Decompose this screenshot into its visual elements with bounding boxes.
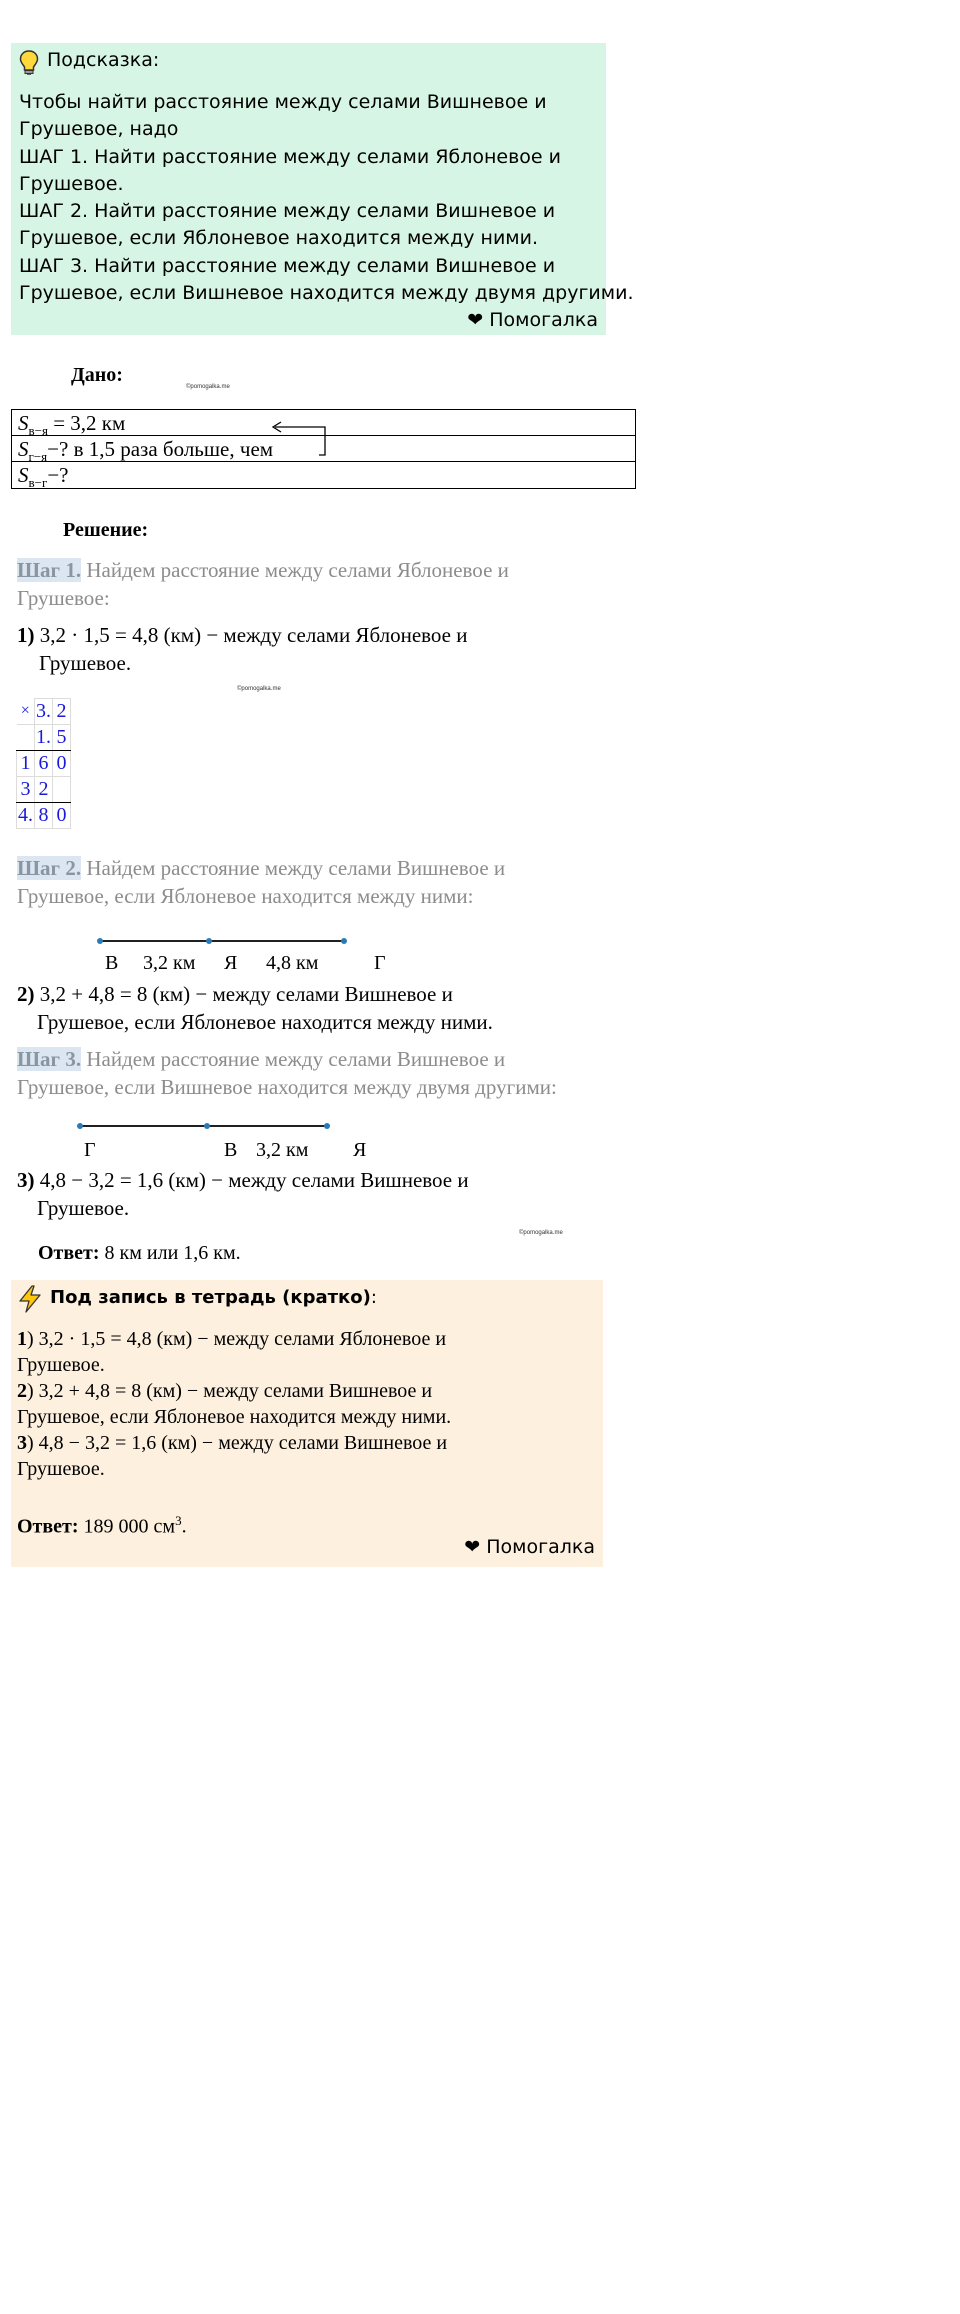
watermark: ©pomogalka.me bbox=[186, 384, 230, 390]
calc1-text: 3,2 · 1,5 = 4,8 (км) − между селами Яблоневое и bbox=[34, 623, 468, 647]
label-ya: Я bbox=[224, 952, 238, 974]
var-s: S bbox=[18, 411, 29, 435]
calc1-num: 1) bbox=[17, 623, 35, 647]
calc-1 bbox=[17, 621, 467, 677]
note-line-2 bbox=[17, 1378, 432, 1404]
step1-text: Найдем расстояние между селами Яблоневое и bbox=[81, 558, 509, 582]
label-g: Г bbox=[374, 952, 386, 974]
label-v: В bbox=[105, 952, 119, 974]
hint-intro-2: Грушевое, надо bbox=[19, 118, 179, 140]
grid-row bbox=[17, 725, 71, 751]
note-num: 3 bbox=[17, 1432, 27, 1454]
calc3-num: 3) bbox=[17, 1168, 35, 1192]
point-ya bbox=[206, 938, 212, 944]
grid-cell: × bbox=[17, 699, 35, 725]
note-answer-label: Ответ: bbox=[17, 1515, 79, 1538]
note-title-colon: : bbox=[370, 1287, 377, 1308]
distance-line-1 bbox=[90, 934, 360, 948]
note-answer-end: . bbox=[181, 1515, 187, 1538]
watermark: ©pomogalka.me bbox=[237, 686, 281, 692]
answer bbox=[38, 1242, 241, 1265]
label-ya: Я bbox=[353, 1139, 367, 1161]
var-s: S bbox=[18, 463, 29, 487]
grid-cell bbox=[53, 777, 71, 803]
grid-cell: 0 bbox=[53, 751, 71, 777]
var-sub: в−г bbox=[28, 475, 48, 491]
solution-step1 bbox=[17, 556, 509, 612]
hint-step2-cont: Грушевое, если Яблоневое находится между ними. bbox=[19, 227, 539, 249]
grid-row bbox=[17, 777, 71, 803]
point-ya bbox=[324, 1123, 330, 1129]
hint-step3-label: ШАГ 3. bbox=[19, 255, 89, 277]
note-title-text: Под запись в тетрадь (кратко) bbox=[50, 1287, 371, 1308]
hint-step2-label: ШАГ 2. bbox=[19, 200, 89, 222]
lightning-icon bbox=[17, 1285, 43, 1313]
lightbulb-icon bbox=[19, 50, 39, 76]
calc-2 bbox=[17, 980, 493, 1036]
solution-step3 bbox=[17, 1045, 557, 1101]
watermark: ©pomogalka.me bbox=[519, 1230, 563, 1236]
grid-row bbox=[17, 803, 71, 829]
step2-label: Шаг 2. bbox=[17, 856, 82, 880]
hint-title: Подсказка: bbox=[47, 49, 160, 71]
grid-cell: 4. bbox=[17, 803, 35, 829]
step1-label: Шаг 1. bbox=[17, 558, 82, 582]
solution-heading: Решение: bbox=[63, 519, 149, 541]
grid-cell: 3. bbox=[35, 699, 53, 725]
label-g: Г bbox=[84, 1139, 96, 1161]
note-text: ) 3,2 + 4,8 = 8 (км) − между селами Вишневое и bbox=[27, 1380, 433, 1402]
grid-cell: 2 bbox=[35, 777, 53, 803]
step1-text-cont: Грушевое: bbox=[17, 586, 110, 610]
hint-step3 bbox=[19, 253, 555, 280]
given-row-distance-vg bbox=[12, 462, 635, 491]
calc2-num: 2) bbox=[17, 982, 35, 1006]
hint-step3-cont: Грушевое, если Вишневое находится между двумя другими. bbox=[19, 282, 634, 304]
note-text: ) 3,2 · 1,5 = 4,8 (км) − между селами Яблоневое и bbox=[27, 1328, 447, 1350]
given-value: −? bbox=[47, 463, 69, 487]
grid-cell: 0 bbox=[53, 803, 71, 829]
note-answer-sup: 3 bbox=[175, 1513, 182, 1528]
multiplication-grid bbox=[16, 698, 71, 829]
grid-cell: 6 bbox=[35, 751, 53, 777]
var-sub: в−я bbox=[28, 423, 48, 439]
answer-text: 8 км или 1,6 км. bbox=[99, 1242, 241, 1264]
solution-step2 bbox=[17, 854, 505, 910]
var-s: S bbox=[18, 437, 29, 461]
grid-cell: 8 bbox=[35, 803, 53, 829]
grid-cell: 2 bbox=[53, 699, 71, 725]
point-g bbox=[341, 938, 347, 944]
note-line-2-cont: Грушевое, если Яблоневое находится между ними. bbox=[17, 1406, 452, 1428]
grid-cell: 1 bbox=[17, 751, 35, 777]
hint-step2-text: Найти расстояние между селами Вишневое и bbox=[88, 200, 556, 222]
given-table bbox=[11, 409, 636, 489]
grid-cell bbox=[17, 725, 35, 751]
note-title bbox=[50, 1285, 377, 1311]
step3-text-cont: Грушевое, если Вишневое находится между двумя другими: bbox=[17, 1075, 557, 1099]
label-v: В bbox=[224, 1139, 238, 1161]
note-num: 1 bbox=[17, 1328, 27, 1350]
calc3-text: 4,8 − 3,2 = 1,6 (км) − между селами Вишневое и bbox=[34, 1168, 469, 1192]
grid-cell: 5 bbox=[53, 725, 71, 751]
label-distance-1: 3,2 км bbox=[143, 952, 196, 974]
note-answer-text: 189 000 см bbox=[78, 1515, 176, 1538]
step3-label: Шаг 3. bbox=[17, 1047, 82, 1071]
distance-line-2 bbox=[70, 1119, 340, 1133]
hint-step2 bbox=[19, 198, 555, 225]
var-sub: г−я bbox=[28, 449, 48, 465]
grid-cell: 3 bbox=[17, 777, 35, 803]
step2-text: Найдем расстояние между селами Вишневое и bbox=[81, 856, 506, 880]
hint-step1-text: Найти расстояние между селами Яблоневое и bbox=[88, 146, 561, 168]
calc-3 bbox=[17, 1166, 469, 1222]
point-v bbox=[97, 938, 103, 944]
answer-label: Ответ: bbox=[38, 1242, 100, 1264]
note-num: 2 bbox=[17, 1380, 27, 1402]
point-g bbox=[77, 1123, 83, 1129]
step3-text: Найдем расстояние между селами Вишневое и bbox=[81, 1047, 506, 1071]
grid-row bbox=[17, 699, 71, 725]
given-heading: Дано: bbox=[71, 364, 123, 386]
notebook-summary-box bbox=[11, 1280, 603, 1567]
note-line-3 bbox=[17, 1430, 447, 1456]
calc1-text-cont: Грушевое. bbox=[39, 651, 132, 675]
given-value: −? в 1,5 раза больше, чем bbox=[47, 437, 274, 461]
comparison-arrow bbox=[267, 418, 337, 458]
grid-cell: 1. bbox=[35, 725, 53, 751]
label-distance-1: 3,2 км bbox=[256, 1139, 309, 1161]
hint-box bbox=[11, 43, 634, 335]
step2-text-cont: Грушевое, если Яблоневое находится между ними: bbox=[17, 884, 474, 908]
calc3-text-cont: Грушевое. bbox=[37, 1196, 130, 1220]
given-value: = 3,2 км bbox=[47, 411, 126, 435]
note-line-3-cont: Грушевое. bbox=[17, 1458, 105, 1480]
grid-row bbox=[17, 751, 71, 777]
calc2-text: 3,2 + 4,8 = 8 (км) − между селами Вишневое и bbox=[34, 982, 453, 1006]
note-text: ) 4,8 − 3,2 = 1,6 (км) − между селами Вишневое и bbox=[27, 1432, 448, 1454]
label-distance-2: 4,8 км bbox=[266, 952, 319, 974]
hint-step1 bbox=[19, 144, 561, 171]
hint-brand: ❤ Помогалка bbox=[467, 309, 598, 331]
note-answer bbox=[17, 1508, 187, 1540]
hint-intro-1: Чтобы найти расстояние между селами Вишневое и bbox=[19, 91, 547, 113]
hint-step1-label: ШАГ 1. bbox=[19, 146, 89, 168]
hint-step3-text: Найти расстояние между селами Вишневое и bbox=[88, 255, 556, 277]
note-line-1 bbox=[17, 1326, 446, 1352]
point-v bbox=[204, 1123, 210, 1129]
calc2-text-cont: Грушевое, если Яблоневое находится между ними. bbox=[37, 1010, 493, 1034]
note-line-1-cont: Грушевое. bbox=[17, 1354, 105, 1376]
hint-step1-cont: Грушевое. bbox=[19, 173, 124, 195]
note-brand: ❤ Помогалка bbox=[464, 1536, 595, 1558]
